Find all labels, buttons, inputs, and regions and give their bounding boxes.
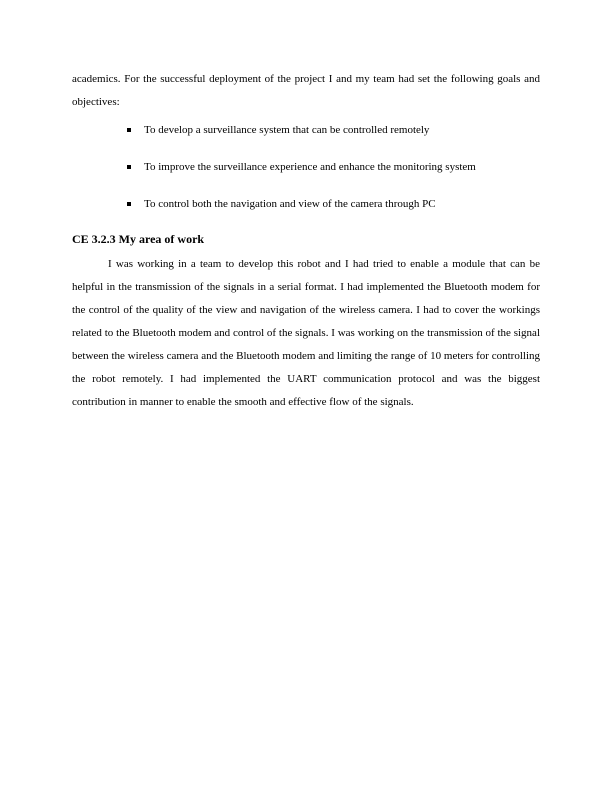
square-bullet-icon (127, 202, 131, 206)
goal-item (72, 193, 540, 216)
section-body-paragraph: I was working in a team to develop this robot and I had tried to enable a module that can be helpful in the transmission of the signals in a serial format. I had implemented the Bluetooth modem for the control of the quality of the view and navigation of the wireless camera. I had to cover the workings related to the Bluetooth modem and control of the signals. I was working on the transmission of the signal between the wireless camera and the Bluetooth modem and limiting the range of 10 meters for controlling the robot remotely. I had implemented the UART communication protocol and was the biggest contribution in manner to enable the smooth and effective flow of the signals. (72, 258, 540, 408)
goal-item (72, 156, 540, 179)
square-bullet-icon (127, 165, 131, 169)
goals-list (72, 119, 540, 216)
page-content (72, 68, 540, 414)
goal-item (72, 119, 540, 142)
goal-text: To improve the surveillance experience and enhance the monitoring system (144, 161, 476, 173)
goal-text: To develop a surveillance system that can be controlled remotely (144, 124, 430, 136)
square-bullet-icon (127, 128, 131, 132)
intro-paragraph: academics. For the successful deployment of the project I and my team had set the following goals and objectives: (72, 73, 540, 108)
goal-text: To control both the navigation and view of the camera through PC (144, 198, 436, 210)
section-heading: CE 3.2.3 My area of work (72, 232, 205, 246)
